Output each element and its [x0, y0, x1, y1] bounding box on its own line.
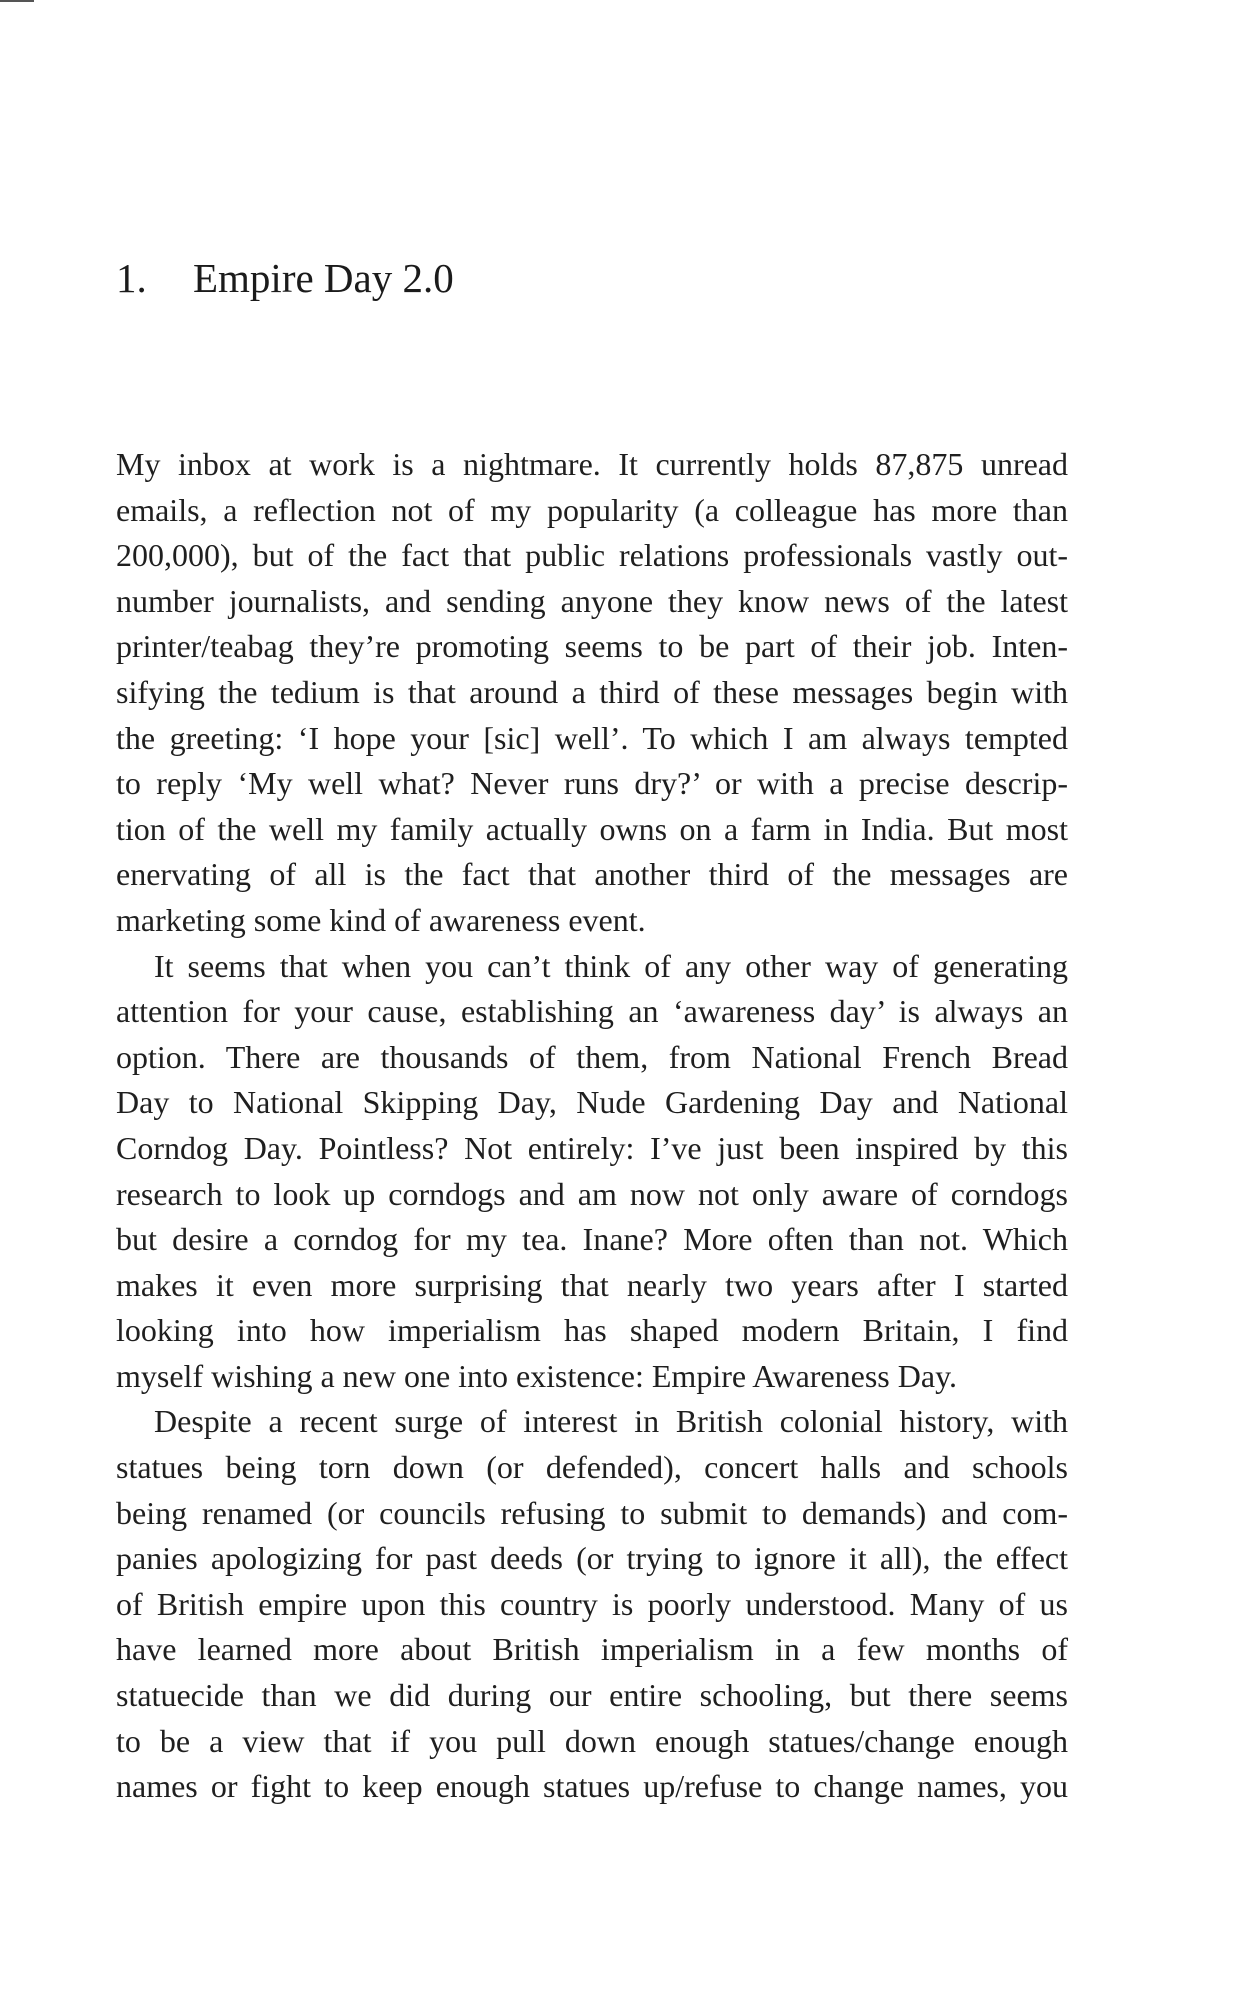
- text-line: It seems that when you can’t think of any other way of generating: [154, 947, 1068, 984]
- text-line: option. There are thousands of them, from National French Bread: [116, 1038, 1068, 1075]
- text-line: sifying the tedium is that around a third of these messages begin with: [116, 673, 1068, 710]
- text-line: looking into how imperialism has shaped modern Britain, I find: [116, 1312, 1068, 1349]
- paragraph: [116, 944, 1068, 1400]
- text-line: printer/teabag they’re promoting seems to be part of their job. Inten-: [116, 628, 1068, 665]
- text-line: the greeting: ‘I hope your [sic] well’. To which I am always tempted: [116, 719, 1068, 756]
- chapter-number: 1.: [116, 255, 147, 301]
- text-line: being renamed (or councils refusing to submit to demands) and com-: [116, 1494, 1068, 1531]
- chapter-title: Empire Day 2.0: [193, 255, 454, 301]
- text-line: panies apologizing for past deeds (or trying to ignore it all), the effect: [116, 1540, 1068, 1577]
- text-line: attention for your cause, establishing an ‘awareness day’ is always an: [116, 993, 1068, 1030]
- text-line: but desire a corndog for my tea. Inane? More often than not. Which: [116, 1221, 1068, 1258]
- text-line: have learned more about British imperialism in a few months of: [116, 1631, 1068, 1668]
- text-line: of British empire upon this country is poorly understood. Many of us: [116, 1585, 1068, 1622]
- text-line: Despite a recent surge of interest in British colonial history, with: [154, 1403, 1068, 1440]
- chapter-body-text: [116, 442, 1068, 1810]
- text-line: to reply ‘My well what? Never runs dry?’ or with a precise descrip-: [116, 765, 1068, 802]
- text-line: marketing some kind of awareness event.: [116, 901, 646, 938]
- text-line: emails, a reflection not of my popularity (a colleague has more than: [116, 491, 1068, 528]
- chapter-heading: [116, 255, 454, 301]
- text-line: number journalists, and sending anyone they know news of the latest: [116, 582, 1068, 619]
- text-line: myself wishing a new one into existence: Empire Awareness Day.: [116, 1357, 957, 1394]
- text-line: research to look up corndogs and am now not only aware of corndogs: [116, 1175, 1068, 1212]
- text-line: names or fight to keep enough statues up/refuse to change names, you: [116, 1768, 1068, 1805]
- paragraph: [116, 1399, 1068, 1809]
- text-line: enervating of all is the fact that another third of the messages are: [116, 856, 1068, 893]
- text-line: 200,000), but of the fact that public relations professionals vastly out-: [116, 537, 1068, 574]
- page-corner-mark: [0, 0, 34, 2]
- text-line: statuecide than we did during our entire schooling, but there seems: [116, 1677, 1068, 1714]
- text-line: to be a view that if you pull down enough statues/change enough: [116, 1722, 1068, 1759]
- text-line: My inbox at work is a nightmare. It currently holds 87,875 unread: [116, 446, 1068, 482]
- paragraph: [116, 442, 1068, 944]
- text-line: statues being torn down (or defended), concert halls and schools: [116, 1449, 1068, 1486]
- text-line: Corndog Day. Pointless? Not entirely: I’ve just been inspired by this: [116, 1129, 1068, 1166]
- text-line: makes it even more surprising that nearly two years after I started: [116, 1266, 1068, 1303]
- text-line: tion of the well my family actually owns on a farm in India. But most: [116, 810, 1068, 847]
- text-line: Day to National Skipping Day, Nude Gardening Day and National: [116, 1084, 1068, 1121]
